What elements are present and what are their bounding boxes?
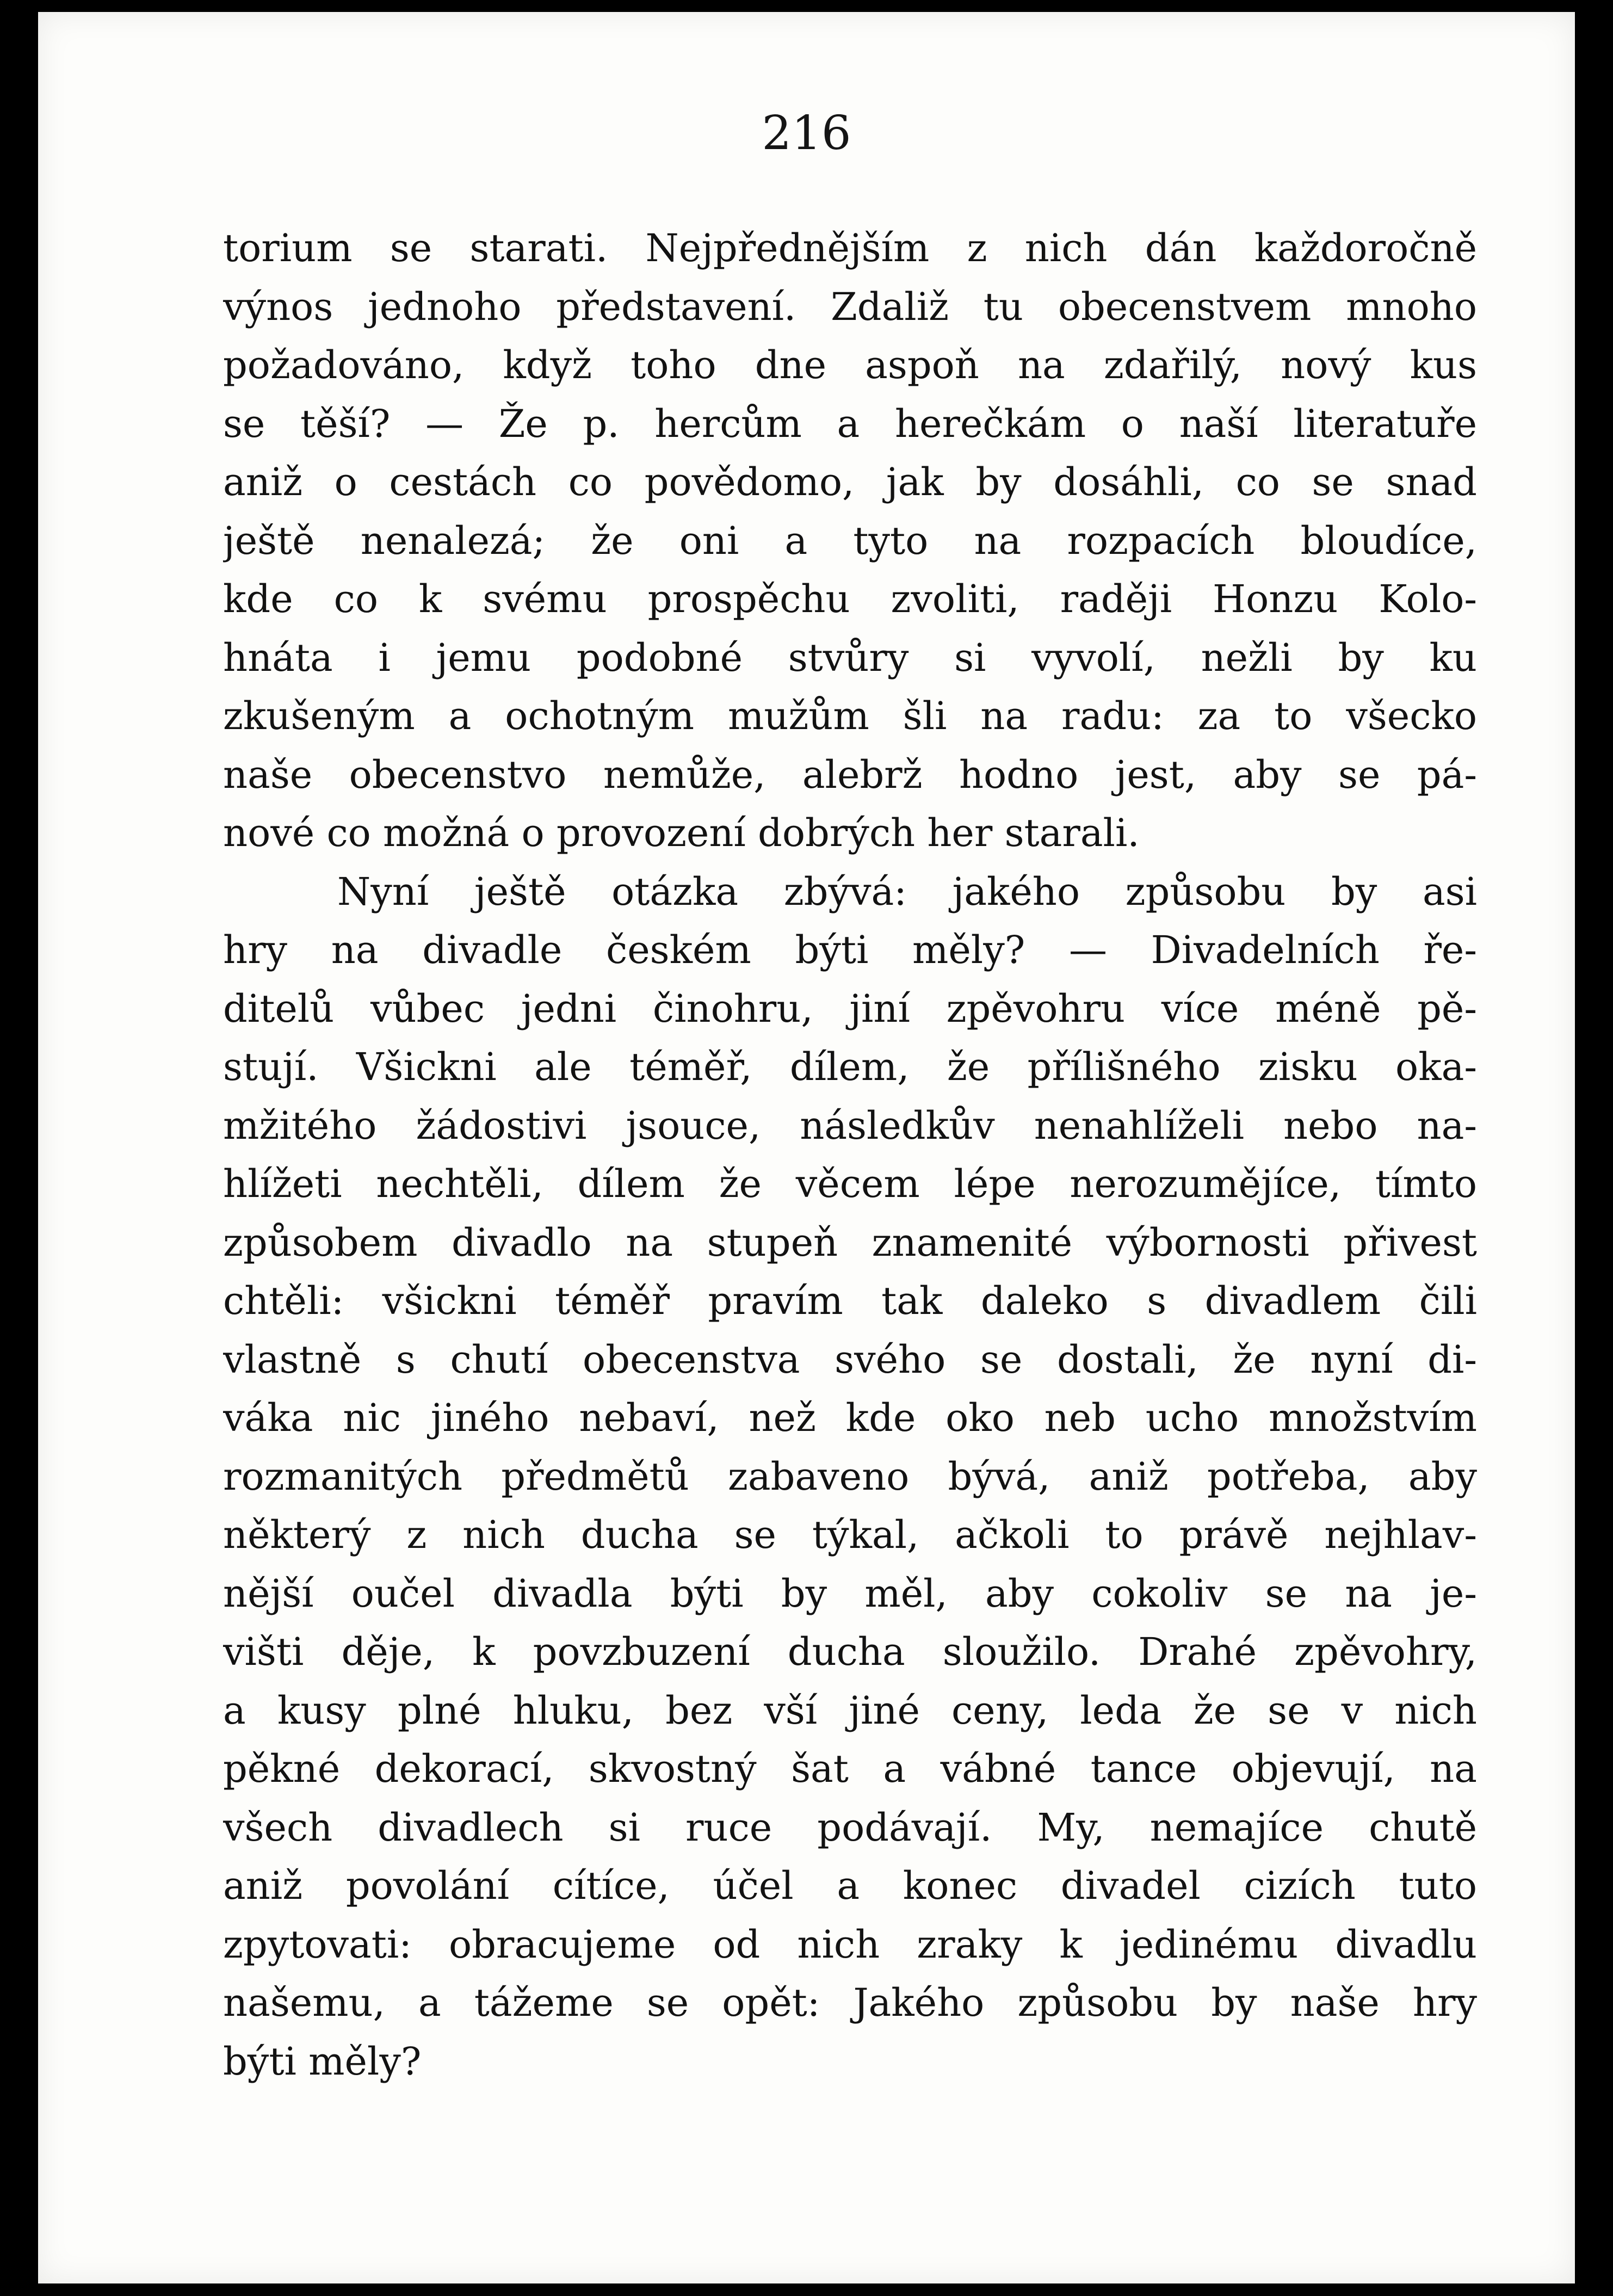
- text-line: se těší? — Že p. hercům a herečkám o naší literatuře: [223, 401, 1477, 446]
- text-line: pěkné dekorací, skvostný šat a vábné tance objevují, na: [223, 1746, 1477, 1791]
- text-line: stují. Všickni ale téměř, dílem, že přílišného zisku oka-: [223, 1045, 1477, 1089]
- text-line: hry na divadle českém býti měly? — Divadelních ře-: [223, 928, 1477, 972]
- body-text: [223, 219, 1477, 2091]
- text-line: naše obecenstvo nemůže, alebrž hodno jest, aby se pá-: [223, 752, 1477, 797]
- text-line: rozmanitých předmětů zabaveno bývá, aniž potřeba, aby: [223, 1454, 1477, 1499]
- text-line: býti měly?: [223, 2039, 422, 2084]
- text-line: aniž povolání cítíce, účel a konec divadel cizích tuto: [223, 1863, 1477, 1908]
- text-line: a kusy plné hluku, bez vší jiné ceny, leda že se v nich: [223, 1688, 1477, 1733]
- text-line: výnos jednoho představení. Zdaliž tu obecenstvem mnoho: [223, 284, 1477, 329]
- text-line: požadováno, když toho dne aspoň na zdařilý, nový kus: [223, 343, 1477, 387]
- text-line: hnáta i jemu podobné stvůry si vyvolí, nežli by ku: [223, 635, 1477, 680]
- text-line: některý z nich ducha se týkal, ačkoli to právě nejhlav-: [223, 1513, 1477, 1557]
- text-line: ditelů vůbec jedni činohru, jiní zpěvohru více méně pě-: [223, 986, 1477, 1031]
- text-line: všech divadlech si ruce podávají. My, nemajíce chutě: [223, 1805, 1477, 1850]
- page-number: 216: [762, 106, 851, 161]
- text-line: aniž o cestách co povědomo, jak by dosáhli, co se snad: [223, 460, 1477, 504]
- text-line: nější oučel divadla býti by měl, aby cokoliv se na je-: [223, 1571, 1477, 1616]
- text-line: nové co možná o provození dobrých her starali.: [223, 811, 1140, 855]
- text-line: kde co k svému prospěchu zvoliti, raději Honzu Kolo-: [223, 577, 1477, 621]
- text-line: způsobem divadlo na stupeň znamenité výbornosti přivest: [223, 1220, 1477, 1265]
- text-line: zpytovati: obracujeme od nich zraky k jedinému divadlu: [223, 1922, 1477, 1967]
- text-line: Nyní ještě otázka zbývá: jakého způsobu by asi: [337, 869, 1477, 914]
- text-line: višti děje, k povzbuzení ducha sloužilo. Drahé zpěvohry,: [223, 1630, 1477, 1674]
- text-line: ještě nenalezá; že oni a tyto na rozpacích bloudíce,: [223, 518, 1477, 563]
- text-line: mžitého žádostivi jsouce, následkův nenahlíželi nebo na-: [223, 1103, 1477, 1148]
- text-line: vlastně s chutí obecenstva svého se dostali, že nyní di-: [223, 1337, 1477, 1382]
- text-line: našemu, a tážeme se opět: Jakého způsobu by naše hry: [223, 1980, 1477, 2025]
- text-line: váka nic jiného nebaví, než kde oko neb ucho množstvím: [223, 1396, 1477, 1440]
- text-line: hlížeti nechtěli, dílem že věcem lépe nerozumějíce, tímto: [223, 1162, 1477, 1206]
- text-line: zkušeným a ochotným mužům šli na radu: za to všecko: [223, 694, 1477, 738]
- text-line: chtěli: všickni téměř pravím tak daleko s divadlem čili: [223, 1279, 1477, 1323]
- text-line: torium se starati. Nejpřednějším z nich dán každoročně: [223, 226, 1477, 270]
